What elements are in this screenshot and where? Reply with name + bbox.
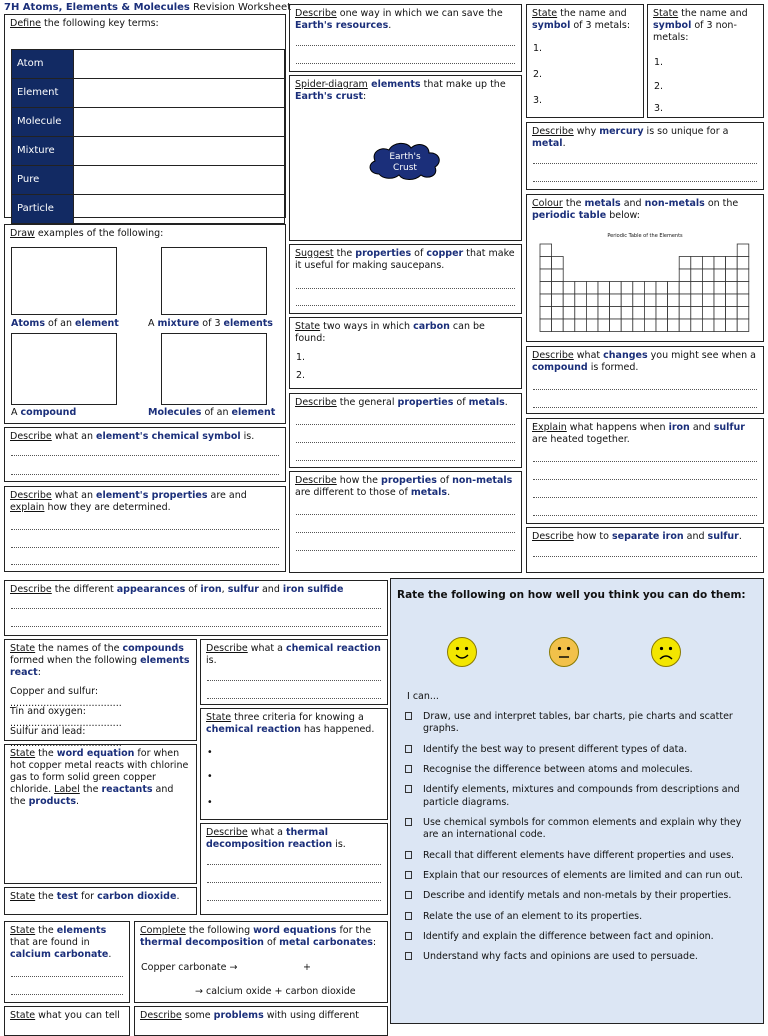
element-cell[interactable]: [737, 307, 749, 320]
word-equation-box: State the word equation for when hot copper metal reacts with chlorine gas to form solid green copper chloride. Label the reactants and the products.: [4, 744, 197, 884]
element-cell[interactable]: [610, 307, 622, 320]
answer-cell[interactable]: [74, 50, 285, 79]
element-cell[interactable]: [552, 269, 564, 282]
draw-area-mixture[interactable]: [161, 247, 267, 315]
element-cell[interactable]: [737, 294, 749, 307]
element-cell[interactable]: [726, 269, 738, 282]
answer-cell[interactable]: [74, 166, 285, 195]
worksheet-title: 7H Atoms, Elements & Molecules Revision Worksheet: [4, 2, 292, 13]
checkbox-icon[interactable]: [405, 785, 412, 793]
draw-area-atoms[interactable]: [11, 247, 117, 315]
test-co2-box: State the test for carbon dioxide.: [4, 887, 197, 915]
checkbox-icon[interactable]: [405, 712, 412, 720]
element-cell[interactable]: [726, 282, 738, 295]
problems-box: Describe some problems with using different: [134, 1006, 388, 1036]
element-cell[interactable]: [540, 257, 552, 270]
element-cell[interactable]: [679, 307, 691, 320]
table-row: Mixture: [12, 137, 285, 166]
draw-area-molecules[interactable]: [161, 333, 267, 405]
answer-cell[interactable]: [74, 79, 285, 108]
define-question: Define the following key terms:: [10, 18, 159, 29]
element-cell[interactable]: [691, 257, 703, 270]
element-cell[interactable]: [586, 307, 598, 320]
separate-box: Describe how to separate iron and sulfur.: [526, 527, 764, 573]
element-cell[interactable]: [644, 307, 656, 320]
element-cell[interactable]: [633, 319, 645, 332]
element-cell[interactable]: [621, 294, 633, 307]
chemical-reaction-box: Describe what a chemical reaction is.: [200, 639, 388, 705]
checkbox-icon[interactable]: [405, 871, 412, 879]
element-cell[interactable]: [737, 257, 749, 270]
element-cell[interactable]: [702, 282, 714, 295]
element-cell[interactable]: [586, 282, 598, 295]
calcium-carbonate-box: State the elements that are found in calcium carbonate.: [4, 921, 130, 1003]
element-cell[interactable]: [610, 294, 622, 307]
element-cell[interactable]: [552, 282, 564, 295]
element-cell[interactable]: [714, 257, 726, 270]
element-cell[interactable]: [668, 294, 680, 307]
element-cell[interactable]: [714, 307, 726, 320]
appearances-box: Describe the different appearances of iron, sulfur and iron sulfide: [4, 580, 388, 636]
element-cell[interactable]: [540, 319, 552, 332]
element-cell[interactable]: [575, 282, 587, 295]
compound-changes-box: Describe what changes you might see when a compound is formed.: [526, 346, 764, 414]
answer-cell[interactable]: [74, 137, 285, 166]
caption-atoms: Atoms of an element: [11, 318, 119, 329]
metals-properties-box: Describe the general properties of metals.: [289, 393, 522, 468]
svg-text:Crust: Crust: [393, 163, 417, 173]
list-item: Draw, use and interpret tables, bar charts, pie charts and scatter graphs.: [405, 711, 755, 736]
svg-text:Earth's: Earth's: [389, 152, 421, 162]
element-cell[interactable]: [575, 319, 587, 332]
element-cell[interactable]: [737, 269, 749, 282]
element-cell[interactable]: [668, 307, 680, 320]
element-cell[interactable]: [633, 294, 645, 307]
key-terms-table: [11, 49, 285, 224]
element-cell[interactable]: [679, 282, 691, 295]
element-cell[interactable]: [621, 282, 633, 295]
element-cell[interactable]: [610, 282, 622, 295]
draw-question: Draw examples of the following:: [10, 228, 164, 239]
element-cell[interactable]: [552, 257, 564, 270]
element-cell[interactable]: [644, 294, 656, 307]
checkbox-icon[interactable]: [405, 952, 412, 960]
table-row: Pure: [12, 166, 285, 195]
list-item: Identify the best way to present different types of data.: [405, 744, 755, 756]
caption-mixture: A mixture of 3 elements: [148, 318, 273, 329]
checkbox-icon[interactable]: [405, 765, 412, 773]
reaction-criteria-box: State three criteria for knowing a chemical reaction has happened. • • •: [200, 708, 388, 820]
element-cell[interactable]: [598, 294, 610, 307]
complete-equations-box: Complete the following word equations for the thermal decomposition of metal carbonates: Copper carbonate → + → calcium oxide + carbon dioxide: [134, 921, 388, 1003]
periodic-table-box: Colour the metals and non-metals on the periodic table below: Periodic Table of the Elements: [526, 194, 764, 342]
periodic-table-grid[interactable]: [539, 243, 759, 335]
element-cell[interactable]: [702, 294, 714, 307]
three-non-metals-box: State the name and symbol of 3 non-metals: 1. 2. 3.: [647, 4, 764, 118]
checkbox-icon[interactable]: [405, 851, 412, 859]
element-cell[interactable]: [633, 307, 645, 320]
element-cell[interactable]: [702, 307, 714, 320]
element-cell[interactable]: [691, 319, 703, 332]
element-cell[interactable]: [726, 319, 738, 332]
sad-face-icon[interactable]: [651, 637, 681, 667]
element-cell[interactable]: [552, 307, 564, 320]
element-cell[interactable]: [598, 307, 610, 320]
element-cell[interactable]: [575, 294, 587, 307]
element-cell[interactable]: [726, 294, 738, 307]
element-cell[interactable]: [552, 294, 564, 307]
element-cell[interactable]: [540, 244, 552, 257]
draw-examples-box: [4, 224, 286, 424]
element-cell[interactable]: [679, 257, 691, 270]
compounds-names-box: State the names of the compounds formed when the following elements react: Copper and sulfur: ..................................... Tin and oxygen: ..................................... Sulfur and lead: .....................................: [4, 639, 197, 741]
table-row: Atom: [12, 50, 285, 79]
element-cell[interactable]: [610, 319, 622, 332]
carbon-box: State two ways in which carbon can be found: 1. 2.: [289, 317, 522, 389]
three-metals-box: State the name and symbol of 3 metals: 1. 2. 3.: [526, 4, 644, 118]
element-cell[interactable]: [691, 307, 703, 320]
element-cell[interactable]: [737, 244, 749, 257]
mercury-box: Describe why mercury is so unique for a metal.: [526, 122, 764, 190]
rating-heading: Rate the following on how well you think you can do them:: [397, 589, 746, 601]
element-cell[interactable]: [702, 319, 714, 332]
tell-box: State what you can tell: [4, 1006, 130, 1036]
can-do-list: [405, 711, 755, 972]
earth-crust-cloud-icon: [365, 138, 445, 182]
element-cell[interactable]: [598, 282, 610, 295]
element-cell[interactable]: [552, 319, 564, 332]
element-cell[interactable]: [714, 282, 726, 295]
checkbox-icon[interactable]: [405, 745, 412, 753]
element-cell[interactable]: [563, 319, 575, 332]
element-cell[interactable]: [714, 269, 726, 282]
table-row: Particle: [12, 195, 285, 224]
element-cell[interactable]: [540, 294, 552, 307]
checkbox-icon[interactable]: [405, 891, 412, 899]
element-cell[interactable]: [586, 319, 598, 332]
element-cell[interactable]: [644, 319, 656, 332]
element-cell[interactable]: [737, 282, 749, 295]
checkbox-icon[interactable]: [405, 932, 412, 940]
element-cell[interactable]: [702, 257, 714, 270]
list-item: Identify elements, mixtures and compounds from descriptions and particle diagrams.: [405, 784, 755, 809]
element-cell[interactable]: [563, 307, 575, 320]
element-cell[interactable]: [621, 319, 633, 332]
element-cell[interactable]: [598, 319, 610, 332]
list-item: Understand why facts and opinions are used to persuade.: [405, 951, 755, 963]
neutral-face-icon[interactable]: [549, 637, 579, 667]
element-cell[interactable]: [714, 319, 726, 332]
element-cell[interactable]: [679, 294, 691, 307]
define-terms-box: [4, 14, 286, 218]
element-cell[interactable]: [691, 269, 703, 282]
element-cell[interactable]: [726, 307, 738, 320]
element-cell[interactable]: [702, 269, 714, 282]
thermal-decomposition-box: Describe what a thermal decomposition reaction is.: [200, 823, 388, 915]
i-can-label: I can...: [407, 691, 439, 702]
list-item: Recall that different elements have different properties and uses.: [405, 850, 755, 862]
element-cell[interactable]: [691, 294, 703, 307]
non-metals-box: Describe how the properties of non-metals are different to those of metals.: [289, 471, 522, 573]
element-cell[interactable]: [714, 294, 726, 307]
table-row: Element: [12, 79, 285, 108]
element-cell[interactable]: [726, 257, 738, 270]
happy-face-icon[interactable]: [447, 637, 477, 667]
draw-area-compound[interactable]: [11, 333, 117, 405]
answer-cell[interactable]: [74, 108, 285, 137]
list-item: Recognise the difference between atoms and molecules.: [405, 764, 755, 776]
element-cell[interactable]: [656, 282, 668, 295]
list-item: Use chemical symbols for common elements and explain why they are an international code.: [405, 817, 755, 842]
element-cell[interactable]: [691, 282, 703, 295]
element-cell[interactable]: [563, 294, 575, 307]
earth-resources-box: Describe one way in which we can save the Earth's resources.: [289, 4, 522, 72]
copper-properties-box: Suggest the properties of copper that make it useful for making saucepans.: [289, 244, 522, 314]
list-item: Explain that our resources of elements are limited and can run out.: [405, 870, 755, 882]
element-cell[interactable]: [621, 307, 633, 320]
element-cell[interactable]: [737, 319, 749, 332]
element-cell[interactable]: [656, 294, 668, 307]
element-cell[interactable]: [644, 282, 656, 295]
element-cell[interactable]: [633, 282, 645, 295]
element-cell[interactable]: [668, 282, 680, 295]
spider-diagram-box: Spider-diagram elements that make up the Earth's crust: Earth's Crust: [289, 75, 522, 241]
element-cell[interactable]: [540, 269, 552, 282]
element-cell[interactable]: [656, 307, 668, 320]
list-item: Describe and identify metals and non-metals by their properties.: [405, 890, 755, 902]
element-cell[interactable]: [540, 307, 552, 320]
checkbox-icon[interactable]: [405, 912, 412, 920]
element-cell[interactable]: [575, 307, 587, 320]
caption-compound: A compound: [11, 407, 77, 418]
answer-cell[interactable]: [74, 195, 285, 224]
element-cell[interactable]: [586, 294, 598, 307]
element-cell[interactable]: [679, 319, 691, 332]
table-row: Molecule: [12, 108, 285, 137]
checkbox-icon[interactable]: [405, 818, 412, 826]
self-rating-panel: [390, 578, 764, 1024]
list-item: Identify and explain the difference between fact and opinion.: [405, 931, 755, 943]
caption-molecules: Molecules of an element: [148, 407, 276, 418]
element-cell[interactable]: [679, 269, 691, 282]
element-cell[interactable]: [563, 282, 575, 295]
element-cell[interactable]: [656, 319, 668, 332]
element-cell[interactable]: [668, 319, 680, 332]
element-cell[interactable]: [540, 282, 552, 295]
element-properties-box: Describe what an element's properties are and explain how they are determined.: [4, 486, 286, 572]
list-item: Relate the use of an element to its properties.: [405, 911, 755, 923]
chemical-symbol-box: Describe what an element's chemical symbol is.: [4, 427, 286, 482]
iron-sulfur-box: Explain what happens when iron and sulfur are heated together.: [526, 418, 764, 524]
